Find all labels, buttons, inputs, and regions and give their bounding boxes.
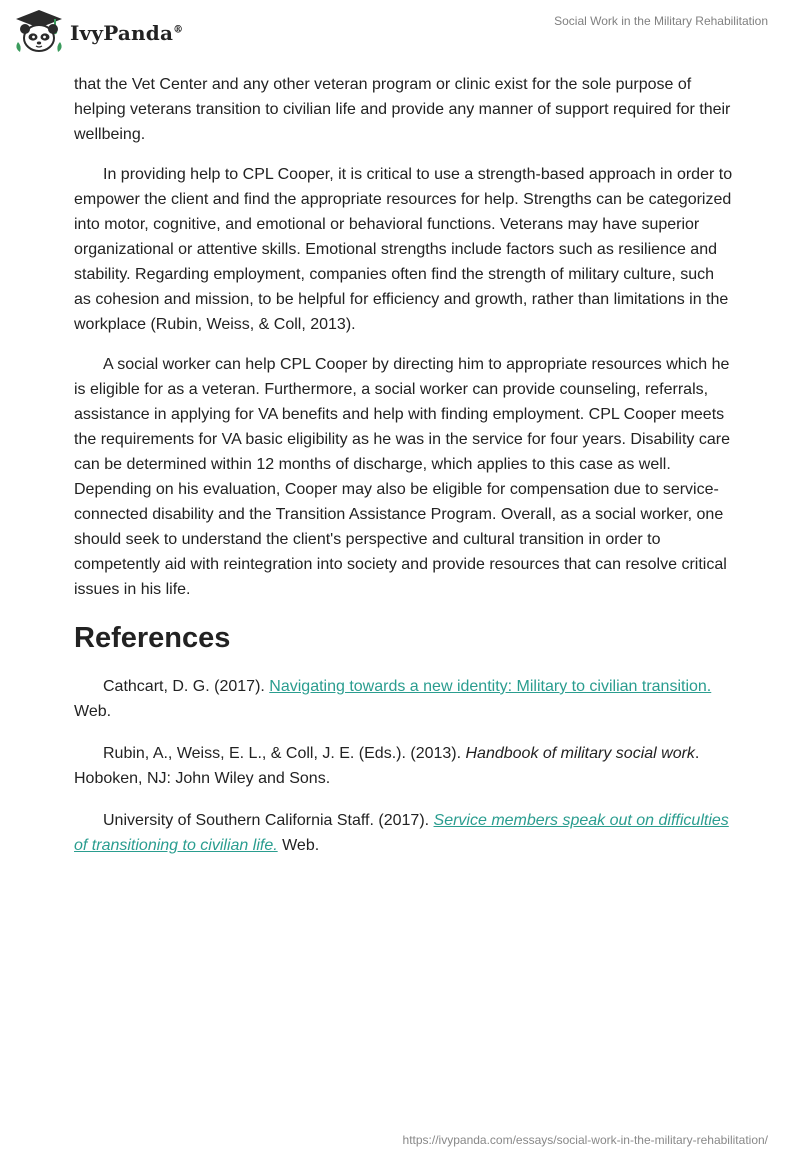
running-title: Social Work in the Military Rehabilitation — [554, 14, 768, 28]
reference-2-author: Rubin, A., Weiss, E. L., & Coll, J. E. (Eds.). (2013). — [103, 745, 466, 762]
page-header — [0, 0, 800, 60]
registered-mark: ® — [173, 24, 184, 36]
reference-item-2 — [74, 741, 734, 791]
reference-item-1 — [74, 674, 734, 724]
essay-content — [74, 72, 734, 875]
reference-2-title: Handbook of military social work — [465, 745, 695, 762]
reference-3-link-text: Service members speak out on difficulties of transitioning to civilian life. — [74, 812, 729, 854]
body-paragraph-3: A social worker can help CPL Cooper by directing him to appropriate resources which he is eligible for as a veteran. Furthermore, a social worker can provide counseling, referrals, assistance in applying for VA benefits and help with finding employment. CPL Cooper meets the requirements for VA basic eligibility as he was in the service for four years. Disability care can be determined within 12 months of discharge, which applies to this case as well. Depending on his evaluation, Cooper may also be eligible for compensation due to service-connected disability and the Transition Assistance Program. Overall, as a social worker, one should seek to understand the client's perspective and cultural transition in order to competently aid with reintegration into society and provide resources that can resolve critical issues in his life. — [74, 356, 730, 598]
panda-graduate-icon — [14, 8, 64, 54]
brand-name — [70, 21, 183, 45]
footer-url: https://ivypanda.com/essays/social-work-in-the-military-rehabilitation/ — [402, 1133, 768, 1147]
reference-1-link[interactable]: Navigating towards a new identity: Military to civilian transition. — [269, 678, 712, 695]
reference-3-suffix: Web. — [277, 837, 320, 854]
brand-name-text: IvyPanda — [70, 21, 174, 45]
body-paragraph-2: In providing help to CPL Cooper, it is critical to use a strength-based approach in order to empower the client and find the appropriate resources for help. Strengths can be categorized into motor, cognitive, and emotional or behavioral functions. Veterans may have superior organizational or attentive skills. Emotional strengths include factors such as resilience and stability. Regarding employment, companies often find the strength of military culture, such as cohesion and mission, to be helpful for efficiency and growth, rather than limitations in the workplace (Rubin, Weiss, & Coll, 2013). — [74, 166, 733, 333]
body-paragraph-1: that the Vet Center and any other veteran program or clinic exist for the sole purpose of helping veterans transition to civilian life and provide any manner of support required for their wellbeing. — [74, 76, 731, 143]
reference-3-author: University of Southern California Staff. (2017). — [103, 812, 434, 829]
ivypanda-logo[interactable] — [14, 8, 183, 54]
reference-1-suffix: Web. — [74, 703, 112, 720]
references-heading: References — [74, 622, 231, 654]
reference-item-3 — [74, 808, 734, 858]
reference-1-author: Cathcart, D. G. (2017). — [103, 678, 270, 695]
reference-2-suffix: . Hoboken, NJ: John Wiley and Sons. — [74, 745, 700, 787]
